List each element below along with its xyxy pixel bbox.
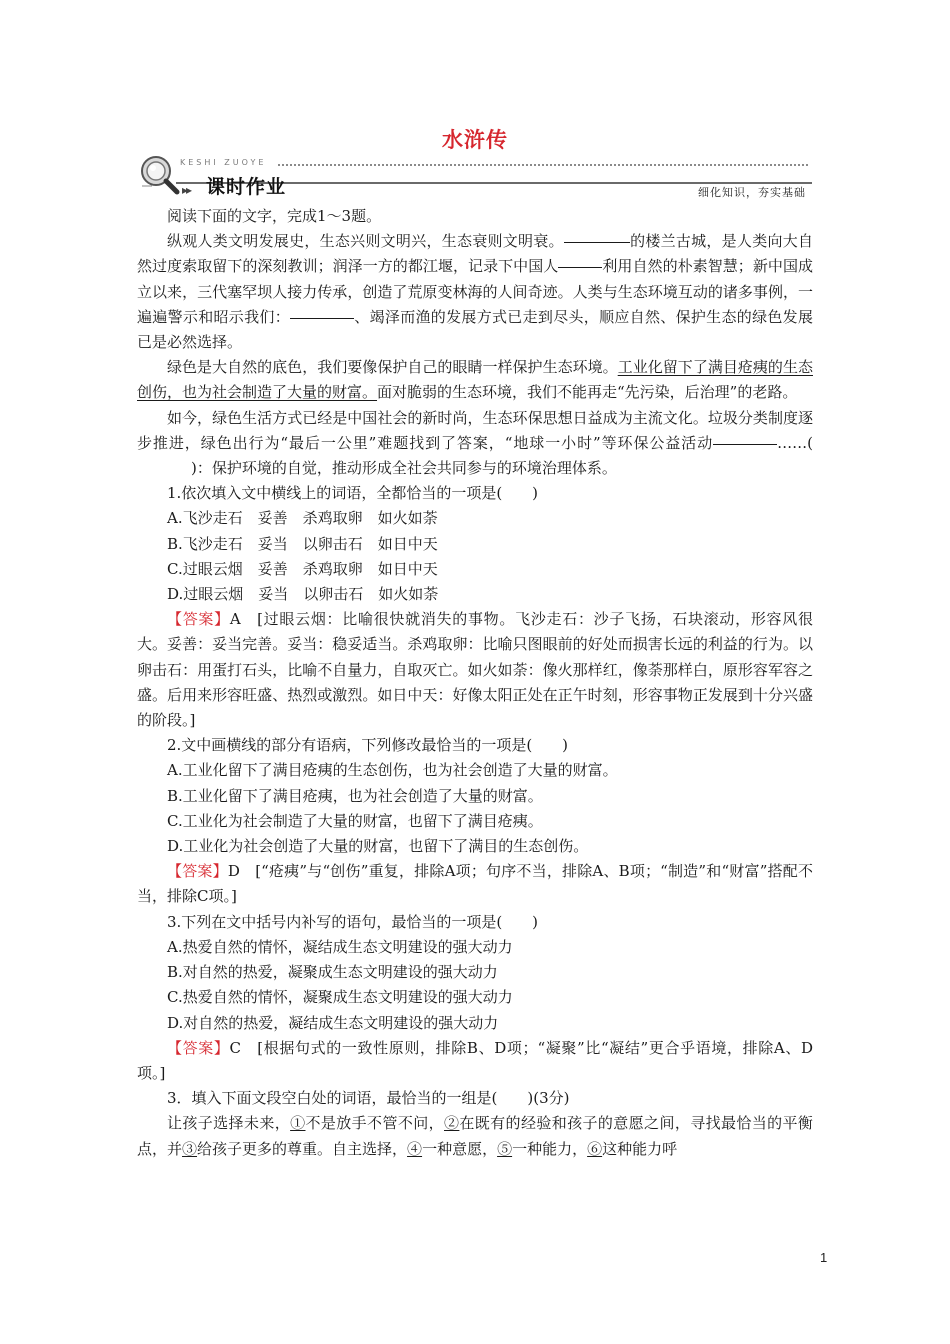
banner-dotted-rule (278, 164, 808, 166)
magnifier-logo-icon (136, 152, 182, 198)
question-1-answer: 【答案】A [过眼云烟：比喻很快就消失的事物。飞沙走石：沙子飞扬，石块滚动，形容风很大。妥善：妥当完善。妥当：稳妥适当。杀鸡取卵：比喻只图眼前的好处而损害长远的利益的行为。以卵击石：用蛋打石头，比喻不自量力，自取灭亡。如火如荼：像火那样红，像荼那样白，原形容军容之盛。后用来形容旺盛、热烈或激烈。如日中天：好像太阳正处在正午时刻，形容事物正发展到十分兴盛的阶段。] (137, 610, 813, 730)
document-body (137, 204, 813, 1162)
page-number: 1 (820, 1250, 828, 1265)
question-3-answer: 【答案】C [根据句式的一致性原则，排除B、D项；“凝聚”比“凝结”更合乎语境，排除A、D项。] (137, 1038, 813, 1082)
question-4-stem: 3．填入下面文段空白处的词语，最恰当的一组是( )(3分) (167, 1089, 570, 1108)
question-4-passage: 让孩子选择未来，①不是放手不管不问，②在既有的经验和孩子的意愿之间，寻找最恰当的平衡点，并③给孩子更多的尊重。自主选择，④一种意愿，⑤一种能力，⑥这种能力呼 (137, 1114, 813, 1158)
question-2-option: A.工业化留下了满目疮痍的生态创伤，也为社会创造了大量的财富。 (167, 761, 618, 780)
reading-instruction: 阅读下面的文字，完成1～3题。 (167, 207, 382, 225)
blank-marker: ② (444, 1114, 460, 1133)
question-3-option: C.热爱自然的情怀，凝聚成生态文明建设的强大动力 (167, 988, 513, 1007)
question-1-stem: 1.依次填入文中横线上的词语，全都恰当的一项是( ) (167, 484, 539, 503)
question-2-option: C.工业化为社会制造了大量的财富，也留下了满目疮痍。 (167, 811, 543, 830)
double-arrow-icon: ▸▸ (182, 183, 191, 197)
blank-marker: ① (290, 1114, 306, 1133)
banner-motto: 细化知识，夯实基础 (698, 186, 806, 199)
passage-paragraph-1: 纵观人类文明发展史，生态兴则文明兴，生态衰则文明衰。 的楼兰古城，是人类向大自然过度索取留下的深刻教训；润泽一方的都江堰，记录下中国人 利用自然的朴素智慧；新中国成立以来，三代塞罕坝人接力传承，创造了荒原变林海的人间奇迹。人类与生态环境互动的诸多事例，一遍遍警示和昭示我们： 、竭泽而渔的发展方式已走到尽头，顺应自然、保护生态的绿色发展已是必然选择。 (137, 232, 813, 352)
answer-tag: 【答案】 (167, 1038, 230, 1057)
question-2-stem: 2.文中画横线的部分有语病，下列修改最恰当的一项是( ) (167, 736, 569, 755)
question-3-stem: 3.下列在文中括号内补写的语句，最恰当的一项是( ) (167, 912, 539, 931)
blank-marker: ⑤ (497, 1139, 513, 1158)
answer-tag: 【答案】 (167, 862, 228, 881)
passage-paragraph-3: 如今，绿色生活方式已经是中国社会的新时尚，生态环保思想日益成为主流文化。垃圾分类制度逐步推进，绿色出行为“最后一公里”难题找到了答案，“地球一小时”等环保公益活动 ……()：保护环境的自觉，推动形成全社会共同参与的环境治理体系。 (137, 408, 813, 478)
banner-heading: 课时作业 (206, 176, 287, 198)
fill-blank (564, 241, 630, 243)
blank-marker: ④ (407, 1139, 423, 1158)
question-3-option: D.对自然的热爱，凝结成生态文明建设的强大动力 (167, 1013, 499, 1032)
document-title: 水浒传 (442, 128, 508, 152)
fill-blank (290, 317, 354, 319)
question-1-option: D.过眼云烟 妥当 以卵击石 如火如荼 (167, 585, 439, 604)
question-3-option: A.热爱自然的情怀，凝结成生态文明建设的强大动力 (167, 937, 513, 956)
answer-tag: 【答案】 (167, 610, 230, 629)
question-2-answer: 【答案】D [“疮痍”与“创伤”重复，排除A项；句序不当，排除A、B项；“制造”和“财富”搭配不当，排除C项。] (137, 862, 813, 906)
question-2-option: D.工业化为社会创造了大量的财富，也留下了满目的生态创伤。 (167, 837, 589, 856)
blank-marker: ③ (182, 1139, 198, 1158)
question-1-option: B.飞沙走石 妥当 以卵击石 如日中天 (167, 534, 438, 553)
fill-blank (558, 266, 602, 268)
question-2-option: B.工业化留下了满目疮痍，也为社会创造了大量的财富。 (167, 786, 543, 805)
blank-marker: ⑥ (587, 1139, 603, 1158)
fill-blank (713, 443, 777, 445)
section-banner (136, 152, 812, 204)
question-1-option: C.过眼云烟 妥善 杀鸡取卵 如日中天 (167, 559, 438, 578)
underlined-sentence: 工业化留下了满目疮痍的生态创伤，也为社会制造了大量的财富。 (137, 358, 813, 402)
question-1-option: A.飞沙走石 妥善 杀鸡取卵 如火如荼 (167, 509, 438, 528)
question-3-option: B.对自然的热爱，凝聚成生态文明建设的强大动力 (167, 963, 498, 982)
passage-paragraph-2: 绿色是大自然的底色，我们要像保护自己的眼睛一样保护生态环境。工业化留下了满目疮痍的生态创伤，也为社会制造了大量的财富。面对脆弱的生态环境，我们不能再走“先污染，后治理”的老路。 (137, 358, 813, 402)
banner-pinyin: KESHI ZUOYE (180, 158, 267, 167)
